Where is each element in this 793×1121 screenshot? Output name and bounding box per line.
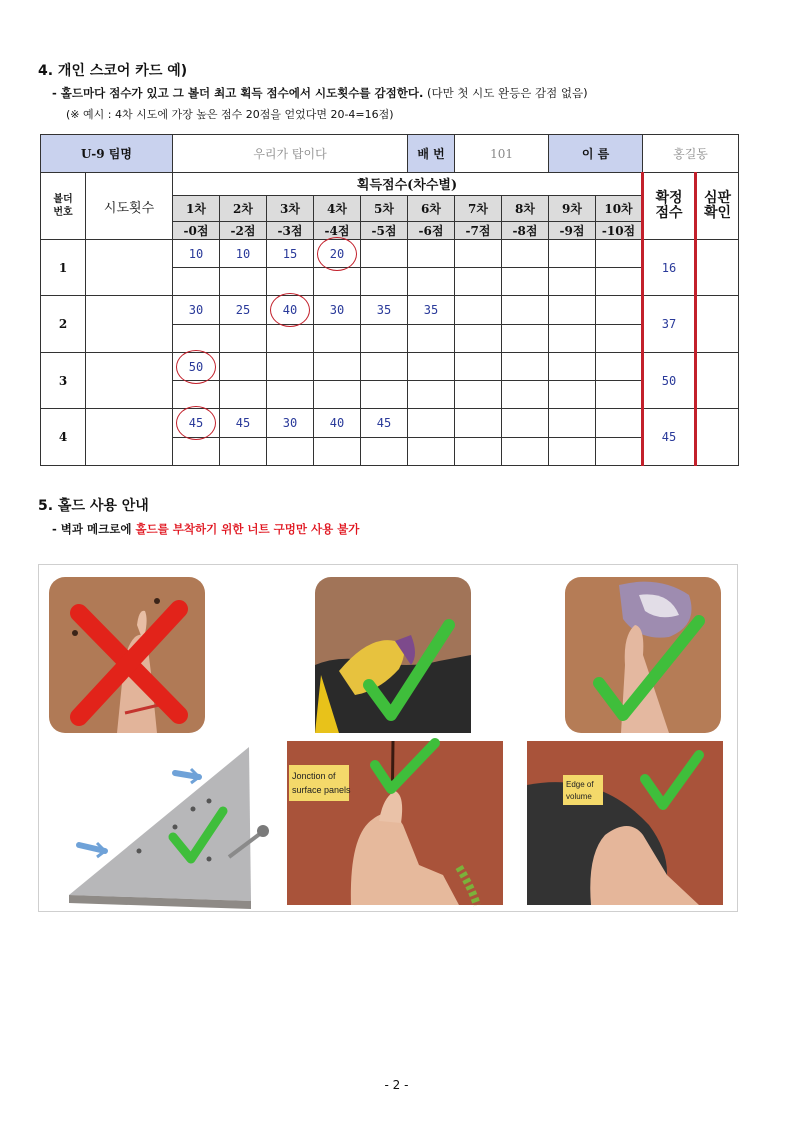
team-value: 우리가 탑이다 <box>173 135 408 173</box>
score-cell[interactable] <box>502 352 549 380</box>
score-cell[interactable] <box>173 352 220 380</box>
score-value: 30 <box>282 416 298 431</box>
junction-label-line2: surface panels <box>292 785 351 795</box>
score-cell-lower[interactable] <box>408 268 455 296</box>
penalty-header: -2점 <box>220 221 267 239</box>
score-cell-lower[interactable] <box>502 381 549 409</box>
score-cell[interactable] <box>314 352 361 380</box>
attempts-cell[interactable] <box>86 409 173 466</box>
final-score-label: 확정 점수 <box>643 173 696 240</box>
judge-confirm-cell[interactable] <box>696 296 739 353</box>
score-cell[interactable] <box>220 409 267 437</box>
score-cell-lower[interactable] <box>361 324 408 352</box>
round-header: 7차 <box>455 195 502 221</box>
round-header: 3차 <box>267 195 314 221</box>
score-cell[interactable] <box>408 239 455 267</box>
score-cell-lower[interactable] <box>314 268 361 296</box>
edge-label-line1: Edge of <box>566 780 594 789</box>
round-header: 8차 <box>502 195 549 221</box>
score-value: 45 <box>235 416 251 431</box>
penalty-header: -4점 <box>314 221 361 239</box>
score-cell-lower[interactable] <box>220 437 267 465</box>
score-cell[interactable] <box>549 352 596 380</box>
round-header: 5차 <box>361 195 408 221</box>
score-cell[interactable] <box>408 296 455 324</box>
bib-label: 배 번 <box>408 135 455 173</box>
final-score[interactable]: 16 <box>643 239 696 296</box>
hold-usage-photos <box>38 564 738 912</box>
score-cell[interactable] <box>502 239 549 267</box>
final-score[interactable]: 37 <box>643 296 696 353</box>
score-cell-lower[interactable] <box>502 324 549 352</box>
score-cell-lower[interactable] <box>549 381 596 409</box>
score-cell-lower[interactable] <box>455 381 502 409</box>
photo-panel-junction-allowed <box>287 741 503 905</box>
score-cell[interactable] <box>408 409 455 437</box>
name-label: 이 름 <box>549 135 643 173</box>
score-cell[interactable] <box>314 296 361 324</box>
round-header: 10차 <box>596 195 643 221</box>
final-score[interactable]: 45 <box>643 409 696 466</box>
boulder-number: 4 <box>41 409 86 466</box>
section4-title: 4. 개인 스코어 카드 예) <box>38 63 188 79</box>
score-cell[interactable] <box>502 296 549 324</box>
score-cell-lower[interactable] <box>267 437 314 465</box>
score-value: 45 <box>188 416 204 431</box>
penalty-header: -6점 <box>408 221 455 239</box>
boulder-number: 1 <box>41 239 86 296</box>
photo-gloved-grip-allowed <box>315 577 471 733</box>
score-card <box>40 134 738 466</box>
photo-nut-hole-forbidden <box>49 577 205 733</box>
score-value: 40 <box>329 416 345 431</box>
score-cell[interactable] <box>361 239 408 267</box>
score-cell-lower[interactable] <box>267 268 314 296</box>
score-cell-lower[interactable] <box>314 437 361 465</box>
score-cell-lower[interactable] <box>408 437 455 465</box>
score-cell-lower[interactable] <box>549 268 596 296</box>
round-header: 9차 <box>549 195 596 221</box>
photo-volume-panel-allowed <box>69 747 269 909</box>
scoring-example: (※ 예시 : 4차 시도에 가장 높은 점수 20점을 얻었다면 20-4=16점) <box>66 108 394 121</box>
score-cell[interactable] <box>267 352 314 380</box>
score-cell-lower[interactable] <box>267 324 314 352</box>
score-cell[interactable] <box>455 409 502 437</box>
score-cell-lower[interactable] <box>361 268 408 296</box>
score-cell[interactable] <box>361 296 408 324</box>
score-cell[interactable] <box>455 352 502 380</box>
boulder-number: 3 <box>41 352 86 409</box>
junction-label-line1: Jonction of <box>292 771 336 781</box>
judge-confirm-label: 심판 확인 <box>696 173 739 240</box>
score-value: 50 <box>188 359 204 374</box>
score-cell[interactable] <box>173 239 220 267</box>
score-cell-lower[interactable] <box>314 324 361 352</box>
score-value: 15 <box>282 246 298 261</box>
score-cell[interactable] <box>455 239 502 267</box>
round-header: 6차 <box>408 195 455 221</box>
score-cell[interactable] <box>220 239 267 267</box>
score-cell-lower[interactable] <box>173 268 220 296</box>
score-cell-lower[interactable] <box>220 268 267 296</box>
score-cell-lower[interactable] <box>267 381 314 409</box>
score-header: 획득점수(차수별) <box>173 173 643 195</box>
round-header: 2차 <box>220 195 267 221</box>
attempts-label: 시도횟수 <box>86 173 173 240</box>
score-cell[interactable] <box>173 296 220 324</box>
score-value: 20 <box>329 246 345 261</box>
bib-value: 101 <box>455 135 549 173</box>
score-cell[interactable] <box>549 239 596 267</box>
score-cell-lower[interactable] <box>455 437 502 465</box>
penalty-header: -3점 <box>267 221 314 239</box>
score-cell-lower[interactable] <box>361 437 408 465</box>
score-cell[interactable] <box>220 296 267 324</box>
best-score-circle <box>317 237 357 271</box>
score-value: 40 <box>282 303 298 318</box>
score-cell-lower[interactable] <box>549 437 596 465</box>
score-cell-lower[interactable] <box>408 381 455 409</box>
name-value: 홍길동 <box>643 135 739 173</box>
penalty-header: -7점 <box>455 221 502 239</box>
attempts-cell[interactable] <box>86 352 173 409</box>
score-cell[interactable] <box>314 409 361 437</box>
score-cell[interactable] <box>267 409 314 437</box>
penalty-header: -8점 <box>502 221 549 239</box>
score-cell-lower[interactable] <box>314 381 361 409</box>
score-cell[interactable] <box>361 352 408 380</box>
score-cell[interactable] <box>455 296 502 324</box>
score-cell-lower[interactable] <box>596 437 643 465</box>
round-header: 1차 <box>173 195 220 221</box>
score-cell-lower[interactable] <box>596 381 643 409</box>
score-cell[interactable] <box>596 409 643 437</box>
round-header: 4차 <box>314 195 361 221</box>
score-cell-lower[interactable] <box>173 437 220 465</box>
scoring-rule <box>52 85 588 101</box>
score-value: 30 <box>329 303 345 318</box>
hold-usage-rule-prefix: - 벽과 메크로에 <box>52 522 136 536</box>
score-cell[interactable] <box>361 409 408 437</box>
score-cell-lower[interactable] <box>502 437 549 465</box>
score-cell[interactable] <box>220 352 267 380</box>
judge-confirm-cell[interactable] <box>696 239 739 296</box>
hold-usage-rule <box>52 521 359 537</box>
penalty-header: -10점 <box>596 221 643 239</box>
score-cell-lower[interactable] <box>455 324 502 352</box>
score-cell[interactable] <box>267 296 314 324</box>
score-value: 30 <box>188 303 204 318</box>
score-cell-lower[interactable] <box>173 381 220 409</box>
score-cell[interactable] <box>502 409 549 437</box>
score-cell-lower[interactable] <box>220 381 267 409</box>
section5-title: 5. 홀드 사용 안내 <box>38 498 149 514</box>
boulder-number: 2 <box>41 296 86 353</box>
score-cell[interactable] <box>596 352 643 380</box>
attempts-cell[interactable] <box>86 296 173 353</box>
photo-hold-grip-allowed <box>565 577 721 733</box>
score-cell-lower[interactable] <box>220 324 267 352</box>
penalty-header: -0점 <box>173 221 220 239</box>
penalty-header: -5점 <box>361 221 408 239</box>
final-score[interactable]: 50 <box>643 352 696 409</box>
score-cell-lower[interactable] <box>408 324 455 352</box>
attempts-cell[interactable] <box>86 239 173 296</box>
score-cell-lower[interactable] <box>502 268 549 296</box>
page-number: - 2 - <box>384 1078 409 1092</box>
best-score-circle <box>270 293 310 327</box>
judge-confirm-cell[interactable] <box>696 409 739 466</box>
team-label: U-9 팀명 <box>41 135 173 173</box>
edge-label-line2: volume <box>566 792 592 801</box>
boulder-no-label: 볼더 번호 <box>41 173 86 240</box>
best-score-circle <box>176 350 216 384</box>
score-cell[interactable] <box>549 296 596 324</box>
score-value: 35 <box>423 303 439 318</box>
score-value: 10 <box>188 246 204 261</box>
score-cell[interactable] <box>596 296 643 324</box>
score-value: 25 <box>235 303 251 318</box>
score-cell-lower[interactable] <box>596 324 643 352</box>
score-cell[interactable] <box>267 239 314 267</box>
hold-usage-rule-warning: 홀드를 부착하기 위한 너트 구멍만 사용 불가 <box>135 522 360 536</box>
score-cell-lower[interactable] <box>361 381 408 409</box>
score-cell[interactable] <box>408 352 455 380</box>
score-cell[interactable] <box>549 409 596 437</box>
scoring-rule-note: (다만 첫 시도 완등은 감점 없음) <box>423 86 588 100</box>
score-cell-lower[interactable] <box>596 268 643 296</box>
penalty-header: -9점 <box>549 221 596 239</box>
photo-volume-edge-allowed <box>527 741 723 905</box>
scoring-rule-bold: - 홀드마다 점수가 있고 그 볼더 최고 획득 점수에서 시도횟수를 감점한다. <box>52 86 424 100</box>
score-value: 45 <box>376 416 392 431</box>
best-score-circle <box>176 406 216 440</box>
score-cell-lower[interactable] <box>549 324 596 352</box>
score-cell-lower[interactable] <box>173 324 220 352</box>
score-cell-lower[interactable] <box>455 268 502 296</box>
judge-confirm-cell[interactable] <box>696 352 739 409</box>
score-value: 10 <box>235 246 251 261</box>
score-cell[interactable] <box>314 239 361 267</box>
score-cell[interactable] <box>596 239 643 267</box>
score-value: 35 <box>376 303 392 318</box>
score-cell[interactable] <box>173 409 220 437</box>
